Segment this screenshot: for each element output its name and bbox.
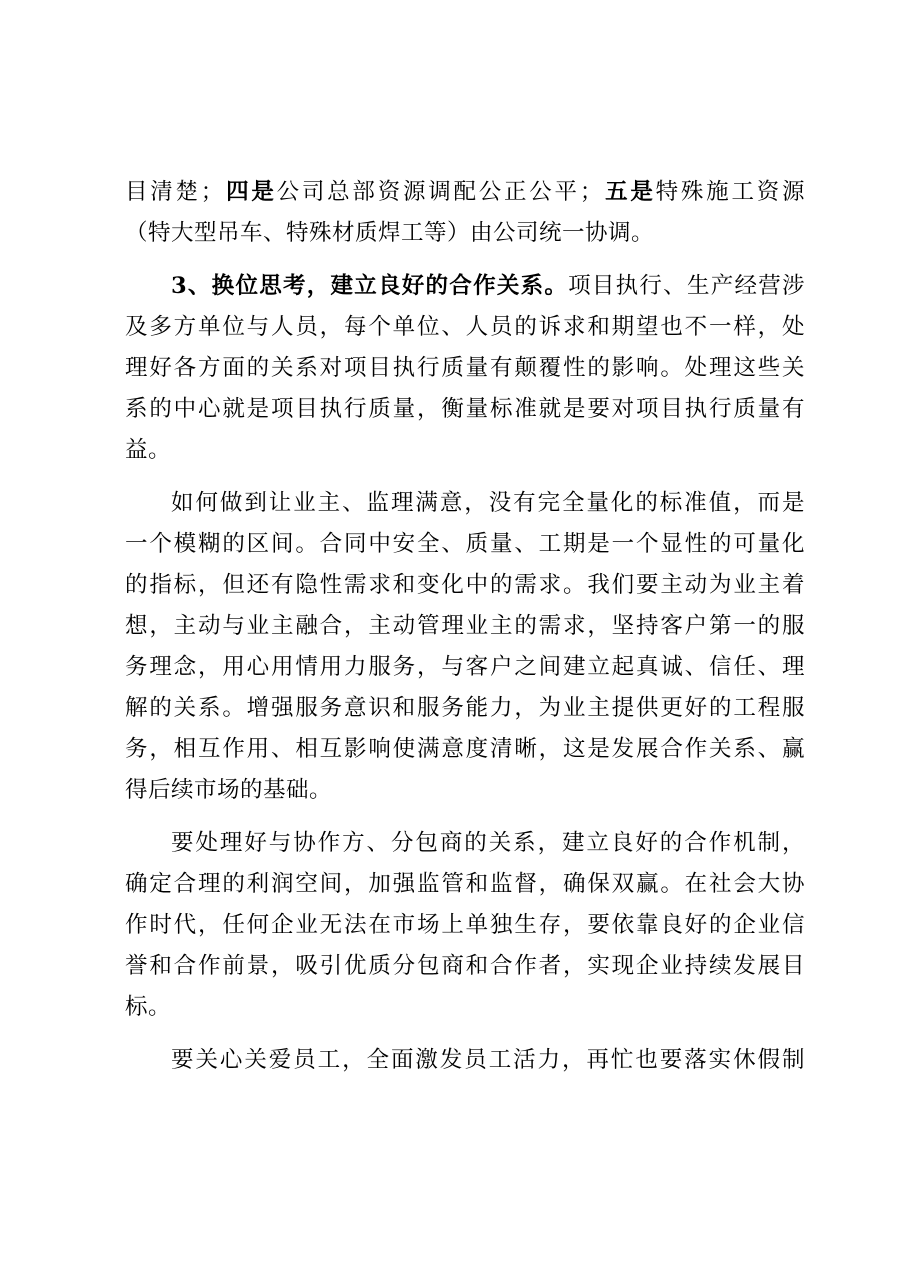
- bold-text-span: 四是: [223, 179, 277, 205]
- text-span: 项目执行、生产经营涉: [568, 273, 805, 299]
- paragraph-2-line-4: 系的中心就是项目执行质量，衡量标准就是要对项目执行质量有: [125, 396, 805, 422]
- paragraph-1-line-1: [125, 172, 805, 213]
- paragraph-3-line-8: 得后续市场的基础。: [125, 777, 333, 803]
- paragraph-2-line-1: [125, 266, 805, 307]
- paragraph-3-line-4: 想，主动与业主融合，主动管理业主的需求，坚持客户第一的服: [125, 613, 805, 639]
- paragraph-3-line-2: 一个模糊的区间。合同中安全、质量、工期是一个显性的可量化: [125, 531, 805, 557]
- paragraph-4-line-1: 要处理好与协作方、分包商的关系，建立良好的合作机制，: [171, 830, 805, 856]
- paragraph-4-line-3: 作时代，任何企业无法在市场上单独生存，要依靠良好的企业信: [125, 912, 805, 938]
- paragraph-4-line-5: 标。: [125, 994, 172, 1020]
- paragraph-2-line-2: 及多方单位与人员，每个单位、人员的诉求和期望也不一样，处: [125, 314, 805, 340]
- paragraph-3-line-5: 务理念，用心用情用力服务，与客户之间建立起真诚、信任、理: [125, 654, 805, 680]
- text-span: 公司总部资源调配公正公平；: [276, 179, 603, 205]
- document-body: [125, 172, 805, 1081]
- paragraph-5-line-1: 要关心关爱员工，全面激发员工活力，再忙也要落实休假制: [171, 1047, 805, 1073]
- paragraph-4-line-2: 确定合理的利润空间，加强监管和监督，确保双赢。在社会大协: [125, 871, 805, 897]
- bold-text-span: 五是: [602, 179, 656, 205]
- paragraph-3-line-1: 如何做到让业主、监理满意，没有完全量化的标准值，而是: [171, 490, 805, 516]
- text-span: 特殊施工资源: [655, 179, 805, 205]
- paragraph-2-line-3: 理好各方面的关系对项目执行质量有颠覆性的影响。处理这些关: [125, 355, 805, 381]
- section-heading: 3、换位思考，建立良好的合作关系。: [171, 273, 569, 299]
- paragraph-4-line-4: 誉和合作前景，吸引优质分包商和合作者，实现企业持续发展目: [125, 953, 805, 979]
- text-span: 目清楚；: [125, 179, 224, 205]
- paragraph-3-line-3: 的指标，但还有隐性需求和变化中的需求。我们要主动为业主着: [125, 572, 805, 598]
- paragraph-1-line-2: （特大型吊车、特殊材质焊工等）由公司统一协调。: [125, 220, 655, 246]
- paragraph-3-line-6: 解的关系。增强服务意识和服务能力，为业主提供更好的工程服: [125, 695, 805, 721]
- paragraph-3-line-7: 务，相互作用、相互影响使满意度清晰，这是发展合作关系、赢: [125, 736, 805, 762]
- paragraph-2-line-5: 益。: [125, 437, 172, 463]
